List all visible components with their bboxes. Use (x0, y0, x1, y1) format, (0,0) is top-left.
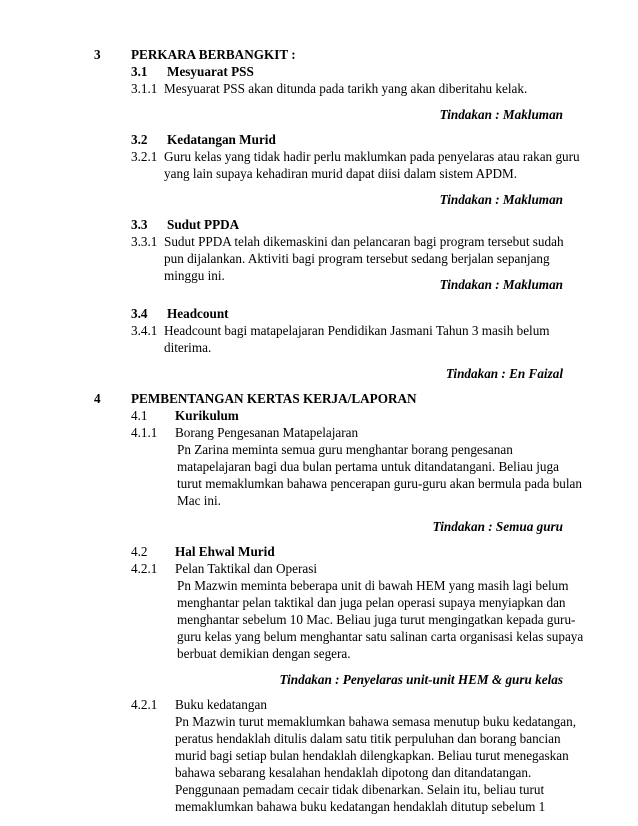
section-3-title: PERKARA BERBANGKIT : (131, 47, 296, 62)
item-4-2-1b-line-5: Penggunaan pemadam cecair tidak dibenarkan. Selain itu, beliau turut (175, 782, 545, 797)
item-3-1-1-text: Mesyuarat PSS akan ditunda pada tarikh yang akan diberitahu kelak. (164, 81, 528, 96)
item-3-3-1-line-1: Sudut PPDA telah dikemaskini dan pelancaran bagi program tersebut sudah (164, 234, 564, 249)
item-3-3-1-line-2: pun dijalankan. Aktiviti bagi program tersebut sedang berjalan sepanjang (164, 251, 550, 266)
item-4-2-1b-number: 4.2.1 (131, 697, 158, 712)
item-4-2-title: Hal Ehwal Murid (175, 544, 275, 559)
section-4-number: 4 (94, 391, 101, 406)
item-4-1-1-title: Borang Pengesanan Matapelajaran (175, 425, 359, 440)
item-4-2-1-line-3: menghantar sebelum 10 Mac. Beliau juga turut mengingatkan kepada guru- (177, 612, 576, 627)
item-3-3-1-line-3: minggu ini. (164, 268, 225, 283)
item-3-3-title: Sudut PPDA (167, 217, 240, 232)
item-4-1-number: 4.1 (131, 408, 148, 423)
item-3-1-title: Mesyuarat PSS (167, 64, 254, 79)
item-4-1-title: Kurikulum (175, 408, 239, 423)
item-3-4-number: 3.4 (131, 306, 148, 321)
section-3-number: 3 (94, 47, 101, 62)
item-3-2-title: Kedatangan Murid (167, 132, 276, 147)
action-3-2: Tindakan : Makluman (439, 192, 563, 207)
item-4-2-1-line-2: menghantar pelan taktikal dan juga pelan operasi supaya menyiapkan dan (177, 595, 566, 610)
item-3-2-1-line-1: Guru kelas yang tidak hadir perlu maklumkan pada penyelaras atau rakan guru (164, 149, 580, 164)
section-4-title: PEMBENTANGAN KERTAS KERJA/LAPORAN (131, 391, 417, 406)
item-4-2-1b-line-6: memaklumkan bahawa buku kedatangan hendaklah ditutup sebelum 1 (175, 799, 546, 814)
action-3-1: Tindakan : Makluman (439, 107, 563, 122)
item-3-4-title: Headcount (167, 306, 229, 321)
item-3-1-1-number: 3.1.1 (131, 81, 158, 96)
item-4-1-1-line-3: turut memaklumkan bahawa pencerapan guru-guru akan bermula pada bulan (177, 476, 582, 491)
item-3-2-1-number: 3.2.1 (131, 149, 158, 164)
item-4-2-1b-line-2: peratus hendaklah ditulis dalam satu titik perpuluhan dan borang bancian (175, 731, 561, 746)
item-4-2-1b-line-3: murid bagi setiap bulan hendaklah dilengkapkan. Beliau turut menegaskan (175, 748, 569, 763)
item-4-2-1-line-5: berbuat demikian dengan segera. (177, 646, 351, 661)
item-4-2-1b-line-1: Pn Mazwin turut memaklumkan bahawa semasa menutup buku kedatangan, (175, 714, 577, 729)
item-4-2-1-number: 4.2.1 (131, 561, 158, 576)
item-4-2-1-line-1: Pn Mazwin meminta beberapa unit di bawah HEM yang masih lagi belum (177, 578, 569, 593)
item-3-3-1-number: 3.3.1 (131, 234, 158, 249)
item-3-2-number: 3.2 (131, 132, 148, 147)
item-3-3-number: 3.3 (131, 217, 148, 232)
item-3-1-number: 3.1 (131, 64, 148, 79)
item-4-1-1-line-1: Pn Zarina meminta semua guru menghantar borang pengesanan (177, 442, 513, 457)
item-4-2-1b-line-4: bahawa sebarang kesalahan hendaklah dipotong dan ditandatangan. (175, 765, 532, 780)
item-4-1-1-line-4: Mac ini. (177, 493, 221, 508)
item-4-2-1b-title: Buku kedatangan (175, 697, 267, 712)
action-3-4: Tindakan : En Faizal (445, 366, 563, 381)
action-4-2: Tindakan : Penyelaras unit-unit HEM & guru kelas (279, 672, 563, 687)
item-3-4-1-number: 3.4.1 (131, 323, 158, 338)
item-4-2-number: 4.2 (131, 544, 148, 559)
item-3-4-1-line-2: diterima. (164, 340, 212, 355)
action-4-1: Tindakan : Semua guru (432, 519, 563, 534)
item-3-2-1-line-2: yang lain supaya kehadiran murid dapat diisi dalam sistem APDM. (164, 166, 518, 181)
item-4-1-1-number: 4.1.1 (131, 425, 158, 440)
item-3-4-1-line-1: Headcount bagi matapelajaran Pendidikan Jasmani Tahun 3 masih belum (164, 323, 550, 338)
item-4-1-1-line-2: matapelajaran bagi dua bulan pertama untuk ditandatangani. Beliau juga (177, 459, 559, 474)
action-3-3: Tindakan : Makluman (439, 277, 563, 292)
item-4-2-1-title: Pelan Taktikal dan Operasi (175, 561, 318, 576)
item-4-2-1-line-4: guru kelas yang belum menghantar satu salinan carta organisasi kelas supaya (177, 629, 584, 644)
